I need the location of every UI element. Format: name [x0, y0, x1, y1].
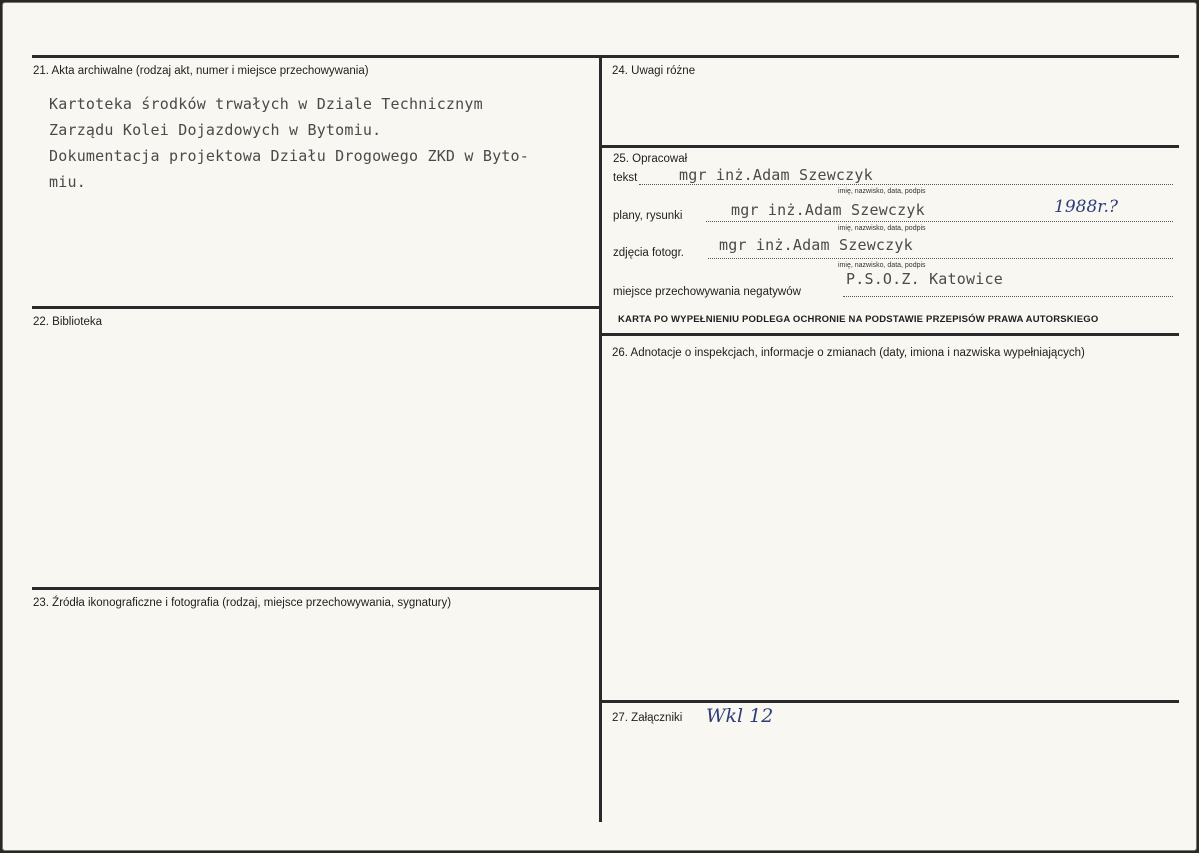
section-21-line-3: Dokumentacja projektowa Działu Drogowego ZKD w Byto- — [49, 147, 529, 165]
section-25-label: 25. Opracował — [613, 153, 688, 165]
zdjecia-value: mgr inż.Adam Szewczyk — [719, 236, 913, 254]
divider-center — [599, 55, 602, 822]
copyright-notice: KARTA PO WYPEŁNIENIU PODLEGA OCHRONIE NA PODSTAWIE PRZEPISÓW PRAWA AUTORSKIEGO — [618, 314, 1099, 325]
divider-21-22 — [32, 306, 601, 309]
miejsce-value: P.S.O.Z. Katowice — [846, 270, 1003, 288]
tekst-value: mgr inż.Adam Szewczyk — [679, 166, 873, 184]
section-24-label: 24. Uwagi różne — [612, 65, 696, 77]
plany-value: mgr inż.Adam Szewczyk — [731, 201, 925, 219]
section-27-label: 27. Załączniki — [612, 712, 683, 724]
tekst-hint: imię, nazwisko, data, podpis — [838, 188, 926, 195]
divider-26-27 — [601, 700, 1179, 703]
plany-label: plany, rysunki — [613, 210, 683, 222]
section-26-label: 26. Adnotacje o inspekcjach, informacje o zmianach (daty, imiona i nazwiska wypełniających) — [612, 347, 1085, 359]
plany-dotted-line — [706, 221, 1173, 222]
section-22-label: 22. Biblioteka — [33, 316, 103, 328]
plany-date-handwritten: 1988r.? — [1054, 197, 1119, 217]
divider-24-25 — [601, 145, 1179, 148]
section-21-line-4: miu. — [49, 173, 86, 191]
section-21-line-2: Zarządu Kolei Dojazdowych w Bytomiu. — [49, 121, 382, 139]
zdjecia-label: zdjęcia fotogr. — [613, 247, 684, 259]
divider-22-23 — [32, 587, 601, 590]
divider-top — [32, 55, 1179, 58]
divider-25-26 — [601, 333, 1179, 336]
tekst-dotted-line — [639, 184, 1173, 185]
section-21-label: 21. Akta archiwalne (rodzaj akt, numer i miejsce przechowywania) — [33, 65, 369, 77]
miejsce-dotted-line — [843, 296, 1173, 297]
plany-hint: imię, nazwisko, data, podpis — [838, 225, 926, 232]
zdjecia-dotted-line — [708, 258, 1173, 259]
section-23-label: 23. Źródła ikonograficzne i fotografia (rodzaj, miejsce przechowywania, sygnatury) — [33, 597, 452, 609]
tekst-label: tekst — [613, 172, 638, 184]
section-21-line-1: Kartoteka środków trwałych w Dziale Technicznym — [49, 95, 483, 113]
miejsce-label: miejsce przechowywania negatywów — [613, 286, 801, 298]
record-card — [2, 2, 1197, 851]
zdjecia-hint: imię, nazwisko, data, podpis — [838, 262, 926, 269]
section-27-handwritten-value: Wkl 12 — [706, 705, 774, 727]
